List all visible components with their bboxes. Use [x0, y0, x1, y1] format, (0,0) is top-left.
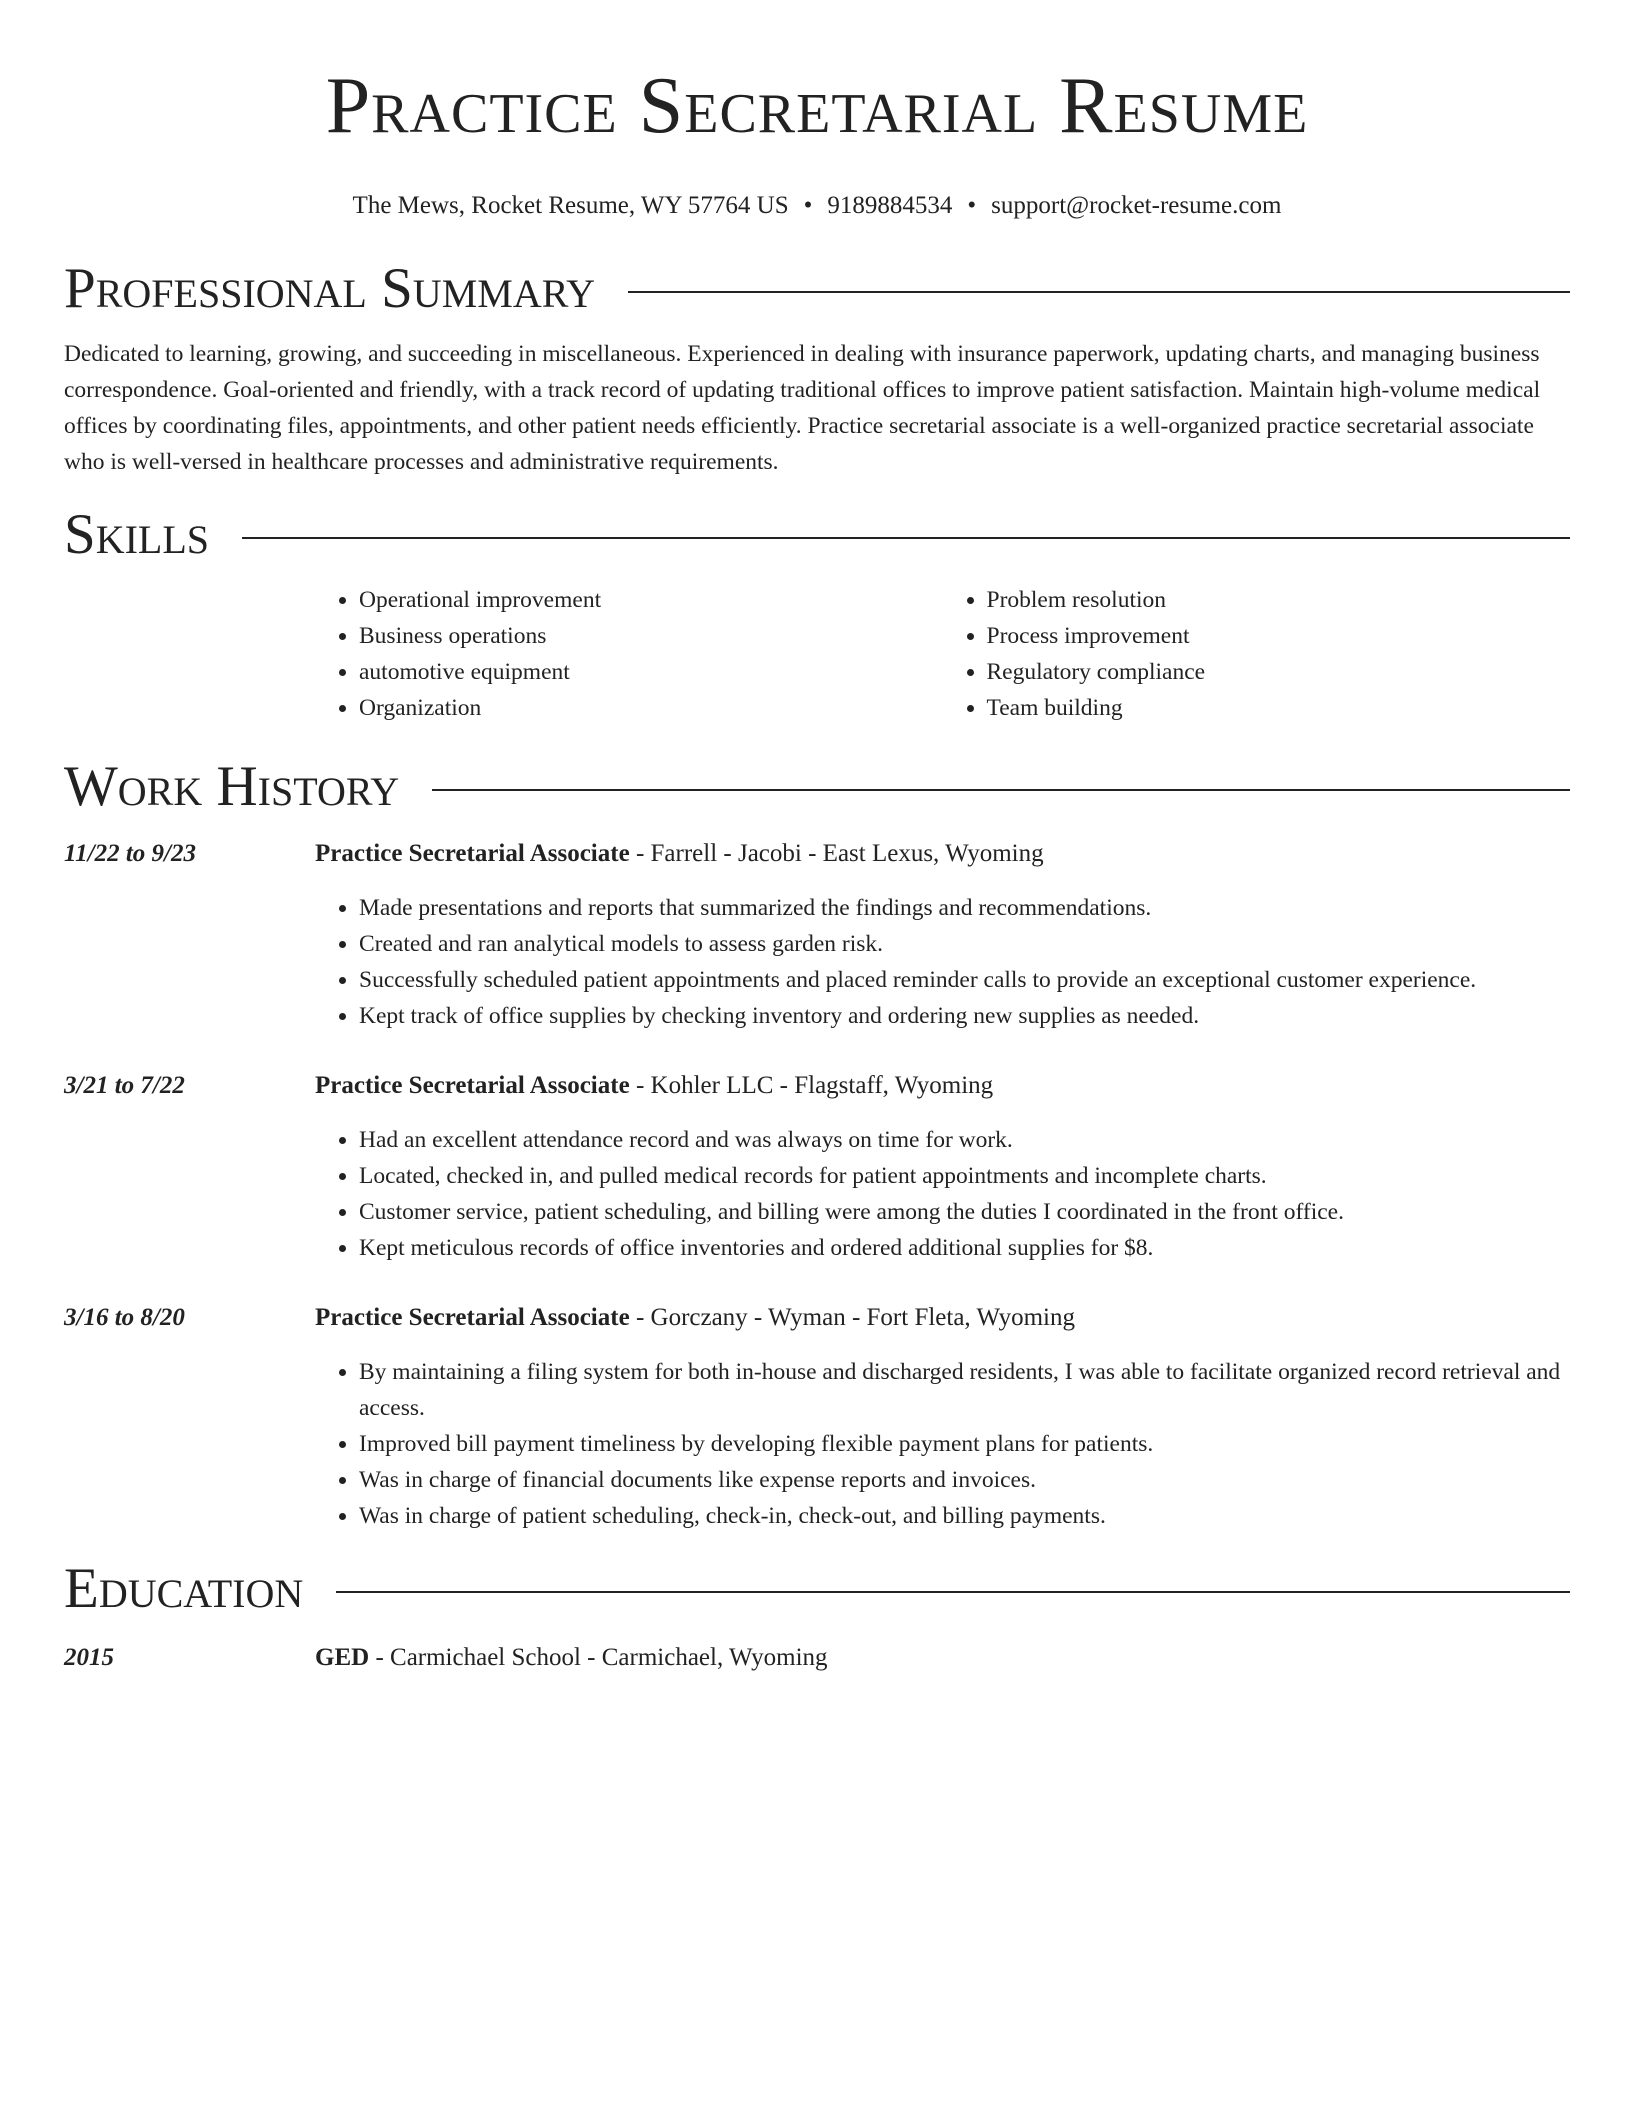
job-bullet: • By maintaining a filing system for both in-house and discharged residents, I was able to facilitate organized record retrieval and access.	[359, 1354, 1570, 1426]
education-entry	[64, 1640, 1570, 1676]
skills-column-right	[943, 582, 1571, 726]
summary-section-header	[64, 256, 1570, 322]
job-bullet: • Was in charge of patient scheduling, check-in, check-out, and billing payments.	[359, 1498, 1570, 1534]
job-bullets	[315, 890, 1570, 1034]
job-dates: 11/22 to 9/23	[64, 840, 196, 867]
contact-phone: 9189884534	[827, 192, 953, 219]
job-bullet: • Customer service, patient scheduling, and billing were among the duties I coordinated in the front office.	[359, 1194, 1570, 1230]
job-title: Practice Secretarial Associate	[315, 1072, 630, 1099]
work-section-header	[64, 754, 1570, 820]
job-dates: 3/21 to 7/22	[64, 1072, 185, 1099]
education-year: 2015	[64, 1644, 114, 1671]
work-heading: Work History	[64, 755, 400, 818]
job-entry	[64, 836, 1570, 1034]
skills-column-left	[315, 582, 943, 726]
contact-separator: •	[967, 192, 977, 219]
job-details: - Farrell - Jacobi - East Lexus, Wyoming	[629, 840, 1044, 867]
education-headline	[315, 1640, 1570, 1676]
skills-heading: Skills	[64, 503, 210, 566]
job-bullet: • Created and ran analytical models to assess garden risk.	[359, 926, 1570, 962]
skill-item: • Process improvement	[987, 618, 1571, 654]
section-divider	[628, 291, 1570, 293]
job-bullet: • Successfully scheduled patient appointments and placed reminder calls to provide an exceptional customer experience.	[359, 962, 1570, 998]
job-headline	[315, 836, 1570, 872]
skills-section-header	[64, 502, 1570, 568]
skill-item: • Organization	[359, 690, 943, 726]
job-entry	[64, 1068, 1570, 1266]
job-dates: 3/16 to 8/20	[64, 1304, 185, 1331]
job-bullet: • Kept track of office supplies by checking inventory and ordering new supplies as needed.	[359, 998, 1570, 1034]
skill-item: • automotive equipment	[359, 654, 943, 690]
skill-item: • Problem resolution	[987, 582, 1571, 618]
job-details: - Gorczany - Wyman - Fort Fleta, Wyoming	[629, 1304, 1075, 1331]
section-divider	[242, 537, 1570, 539]
skill-item: • Operational improvement	[359, 582, 943, 618]
job-bullet: • Was in charge of financial documents like expense reports and invoices.	[359, 1462, 1570, 1498]
skills-list	[315, 582, 1570, 726]
education-details: - Carmichael School - Carmichael, Wyoming	[369, 1644, 828, 1671]
job-headline	[315, 1300, 1570, 1336]
section-divider	[432, 789, 1570, 791]
job-bullet: • Kept meticulous records of office inventories and ordered additional supplies for $8.	[359, 1230, 1570, 1266]
contact-separator: •	[803, 192, 813, 219]
job-bullet: • Located, checked in, and pulled medical records for patient appointments and incomplete charts.	[359, 1158, 1570, 1194]
job-headline	[315, 1068, 1570, 1104]
summary-text: Dedicated to learning, growing, and succeeding in miscellaneous. Experienced in dealing with insurance paperwork, updating charts, and managing business correspondence. Goal-oriented and friendly, with a track record of updating traditional offices to improve patient satisfaction. Maintain high-volume medical offices by coordinating files, appointments, and other patient needs efficiently. Practice secretarial associate is a well-organized practice secretarial associate who is well-versed in healthcare processes and administrative requirements.	[64, 341, 1541, 475]
contact-address: The Mews, Rocket Resume, WY 57764 US	[352, 192, 789, 219]
skill-item: • Team building	[987, 690, 1571, 726]
summary-heading: Professional Summary	[64, 257, 596, 320]
job-bullets	[315, 1354, 1570, 1534]
job-details: - Kohler LLC - Flagstaff, Wyoming	[629, 1072, 994, 1099]
job-info	[315, 836, 1570, 1034]
section-divider	[336, 1591, 1570, 1593]
job-info	[315, 1068, 1570, 1266]
job-info	[315, 1300, 1570, 1534]
job-bullet: • Improved bill payment timeliness by developing flexible payment plans for patients.	[359, 1426, 1570, 1462]
education-degree: GED	[315, 1644, 370, 1671]
job-bullets	[315, 1122, 1570, 1266]
job-title: Practice Secretarial Associate	[315, 1304, 630, 1331]
contact-email: support@rocket-resume.com	[991, 192, 1282, 219]
resume-title: Practice Secretarial Resume	[325, 62, 1309, 150]
education-info	[315, 1640, 1570, 1676]
job-bullet: • Made presentations and reports that summarized the findings and recommendations.	[359, 890, 1570, 926]
skill-item: • Business operations	[359, 618, 943, 654]
education-heading: Education	[64, 1557, 304, 1620]
job-bullet: • Had an excellent attendance record and was always on time for work.	[359, 1122, 1570, 1158]
skill-item: • Regulatory compliance	[987, 654, 1571, 690]
job-title: Practice Secretarial Associate	[315, 840, 630, 867]
job-entry	[64, 1300, 1570, 1534]
contact-line	[64, 190, 1570, 222]
education-section-header	[64, 1556, 1570, 1622]
